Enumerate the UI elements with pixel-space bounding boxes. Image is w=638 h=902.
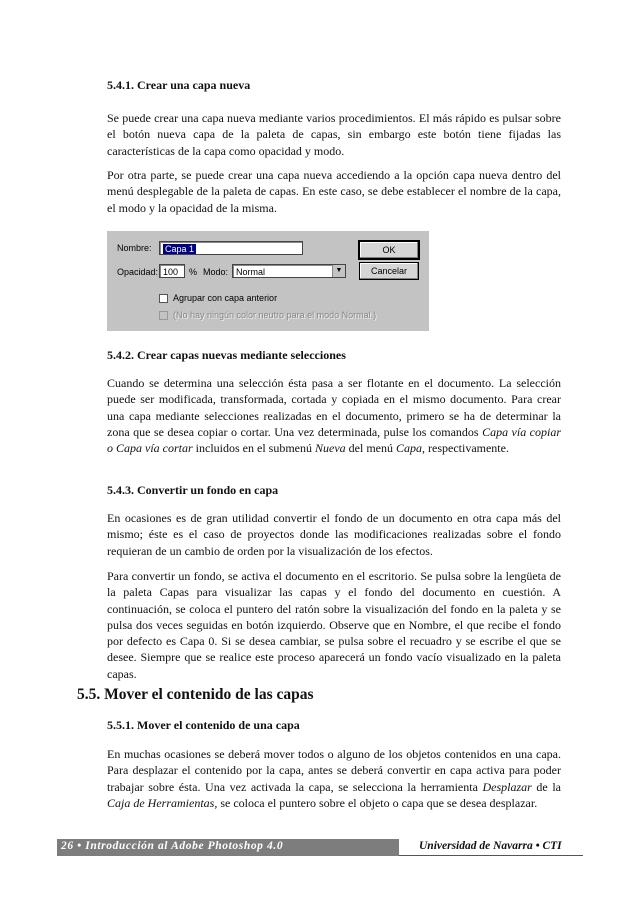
paragraph-5-4-3-b: Para convertir un fondo, se activa el documento en el escritorio. Se pulsa sobre la lengüeta de la paleta Capas para visualizar las capas y el fondo del documento en cuestión. A continuación, se coloca el puntero del ratón sobre la visualización del fondo en la paleta y se pulsa dos veces seguidas en botón izquierdo. Observe que en Nombre, el que recibe el fondo por defecto es Capa 0. Si se desea cambiar, se pulsa sobre el recuadro y se escribe el que se desee. Siempre que se realice este proceso aparecerá un fondo vacío visualizado en la paleta capas. <box>107 569 561 681</box>
cancel-button[interactable]: Cancelar <box>359 262 419 280</box>
percent-sign: % <box>189 267 198 277</box>
heading-5-5: 5.5. Mover el contenido de las capas <box>77 686 314 703</box>
opacity-label: Opacidad: <box>117 267 159 277</box>
heading-5-4-3: 5.4.3. Convertir un fondo en capa <box>107 483 279 497</box>
heading-5-5-1: 5.5.1. Mover el contenido de una capa <box>107 718 300 732</box>
neutral-checkbox[interactable] <box>159 311 168 320</box>
chevron-down-icon: ▼ <box>332 265 345 277</box>
paragraph-5-4-2: Cuando se determina una selección ésta pasa a ser flotante en el documento. La selección puede ser modificada, transformada, cortada y copiada en el mismo documento. Para crear una capa mediante selecciones realizadas en el documento, primero se ha de determinar la zona que se desea copiar o cortar. Una vez determinada, pulse los comandos Capa vía copiar o Capa vía cortar incluidos en el submenú Nueva del menú Capa, respectivamente. <box>107 376 562 456</box>
footer-divider <box>399 855 583 856</box>
paragraph-5-4-3-a: En ocasiones es de gran utilidad convertir el fondo de un documento en otra capa más del mismo; éste es el caso de proyectos donde las modificaciones realizadas sobre el fondo requieran de un cambio de orden por la visualización de los efectos. <box>107 511 561 558</box>
new-layer-dialog <box>107 231 429 331</box>
mode-label: Modo: <box>203 267 229 277</box>
paragraph-5-4-1-a: Se puede crear una capa nueva mediante varios procedimientos. El más rápido es pulsar sobre el botón nueva capa de la paleta de capas, sin embargo este botón tiene fijadas las características de la capa como opacidad y modo. <box>107 111 561 158</box>
footer-page-label: 26 • Introducción al Adobe Photoshop 4.0 <box>61 840 284 852</box>
mode-select[interactable]: Normal ▼ <box>232 264 346 278</box>
heading-5-4-1: 5.4.1. Crear una capa nueva <box>107 78 251 92</box>
footer-institution: Universidad de Navarra • CTI <box>419 840 562 852</box>
group-checkbox[interactable] <box>159 294 168 303</box>
group-label: Agrupar con capa anterior <box>173 293 278 303</box>
paragraph-5-5-1: En muchas ocasiones se deberá mover todos o alguno de los objetos contenidos en una capa. Para desplazar el contenido por la capa, antes se deberá convertir en capa activa para poder trabajar sobre ésta. Una vez activada la capa, se selecciona la herramienta Desplazar de la Caja de Herramientas, se coloca el puntero sobre el objeto o capa que se desea desplazar. <box>107 747 561 810</box>
heading-5-4-2: 5.4.2. Crear capas nuevas mediante selecciones <box>107 348 346 362</box>
paragraph-5-4-1-b: Por otra parte, se puede crear una capa nueva accediendo a la opción capa nueva dentro del menú desplegable de la paleta de capas. En este caso, se debe establecer el nombre de la capa, el modo y la opacidad de la misma. <box>107 168 561 215</box>
opacity-input[interactable]: 100 <box>159 264 185 278</box>
name-input[interactable]: Capa 1 <box>159 241 303 255</box>
name-label: Nombre: <box>117 243 152 253</box>
ok-button[interactable]: OK <box>359 241 419 259</box>
neutral-label: (No hay ningún color neutro para el modo Normal.) <box>173 310 377 320</box>
